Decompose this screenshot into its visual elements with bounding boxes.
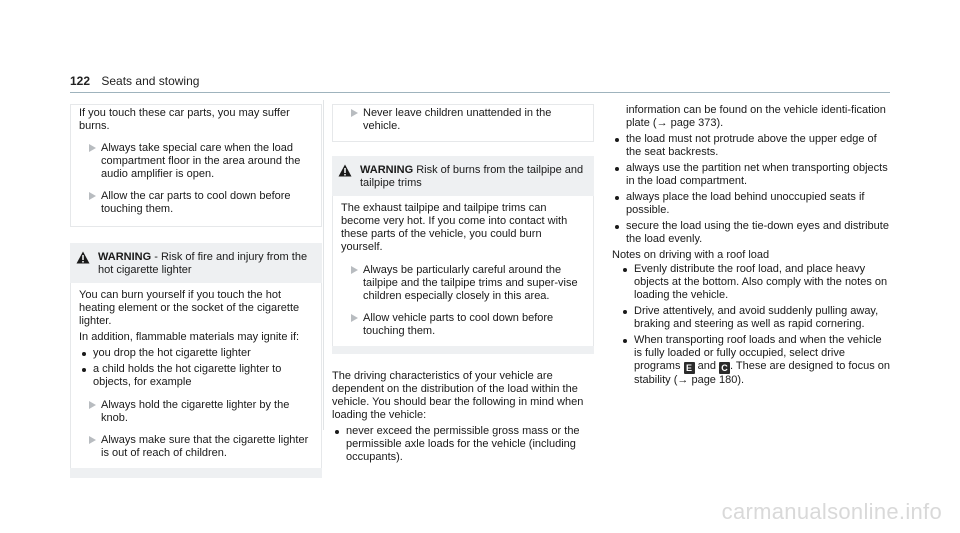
warning-body: In addition, flammable materials may ignite if:	[79, 331, 300, 343]
list-item: Evenly distribute the roof load, and place heavy objects at the bottom. Also comply with the notes on loading the vehicle.	[620, 263, 890, 302]
continued-text: information can be found on the vehicle identi-fication plate (→ page 373).	[626, 104, 886, 129]
list-item: always use the partition net when transporting objects in the load compartment.	[612, 162, 890, 188]
warning-heading	[70, 251, 322, 277]
load-bullets	[612, 133, 890, 246]
column-separator	[323, 100, 324, 430]
warning-content	[332, 196, 594, 346]
arrow-icon	[351, 314, 358, 322]
warning-title: Risk of burns from the tailpipe and tailpipe trims	[360, 164, 584, 189]
watermark: carmanualsonline.info	[721, 499, 942, 524]
step-item: Allow the car parts to cool down before touching them.	[79, 190, 313, 216]
list-item: When transporting roof loads and when the vehicle is fully loaded or fully occupied, select drive programs E and C . These are designed to focus on stability (→ page 180).	[620, 334, 890, 387]
header-rule	[70, 92, 890, 93]
roof-load-bullets	[612, 263, 890, 387]
arrow-icon	[89, 401, 96, 409]
warning-body: You can burn yourself if you touch the hot heating element or the socket of the cigarette lighter.	[79, 289, 300, 327]
intro-text: If you touch these car parts, you may suffer burns.	[79, 107, 290, 132]
roof-load-heading: Notes on driving with a roof load	[612, 249, 770, 261]
body-paragraph: The driving characteristics of your vehicle are dependent on the distribution of the load within the vehicle. You should bear the following in mind when loading the vehicle:	[332, 370, 584, 421]
page-number: 122	[70, 74, 91, 88]
step-item: Always make sure that the cigarette lighter is out of reach of children.	[79, 434, 313, 460]
warning-triangle-icon	[76, 251, 90, 264]
warning-box-cigarette	[70, 243, 322, 478]
list-item: the load must not protrude above the upper edge of the seat backrests.	[612, 133, 890, 159]
warning-heading	[332, 164, 594, 190]
load-bullets	[332, 425, 594, 464]
list-item: never exceed the permissible gross mass or the permissible axle loads for the vehicle (including occupants).	[332, 425, 588, 464]
arrow-icon	[351, 266, 358, 274]
arrow-icon	[89, 192, 96, 200]
warning-label: WARNING	[360, 164, 414, 176]
arrow-icon	[89, 436, 96, 444]
warning-box-tailpipe	[332, 156, 594, 354]
step-item: Allow vehicle parts to cool down before touching them.	[341, 312, 585, 338]
column-2	[332, 104, 594, 464]
warning-label: WARNING	[98, 251, 152, 263]
list-item: always place the load behind unoccupied seats if possible.	[612, 191, 890, 217]
column-1	[70, 104, 322, 478]
step-item: Always hold the cigarette lighter by the knob.	[79, 399, 313, 425]
step-item: Never leave children unattended in the vehicle.	[341, 107, 585, 133]
list-item: a child holds the hot cigarette lighter to objects, for example	[79, 363, 313, 389]
hazard-box-2	[332, 104, 594, 142]
section-title: Seats and stowing	[101, 74, 200, 88]
list-item: Drive attentively, and avoid suddenly pulling away, braking and steering as well as rapid cornering.	[620, 305, 890, 331]
list-item: you drop the hot cigarette lighter	[79, 347, 313, 360]
warning-triangle-icon	[338, 164, 352, 177]
arrow-icon	[89, 144, 96, 152]
page-header	[70, 74, 199, 88]
drive-program-e-key: E	[684, 362, 695, 374]
warning-bullets	[79, 347, 313, 389]
list-item: secure the load using the tie-down eyes and distribute the load evenly.	[612, 220, 890, 246]
warning-body: The exhaust tailpipe and tailpipe trims can become very hot. If you come into contact with these parts of the vehicle, you could burn yourself.	[341, 202, 568, 253]
hazard-box-1	[70, 104, 322, 227]
arrow-icon	[351, 109, 358, 117]
warning-content	[70, 283, 322, 468]
column-3	[612, 104, 890, 387]
drive-program-c-key: C	[719, 362, 730, 374]
step-item: Always take special care when the load compartment floor in the area around the audio amplifier is open.	[79, 142, 313, 181]
step-item: Always be particularly careful around the tailpipe and the tailpipe trims and super-vise children especially closely in this area.	[341, 264, 585, 303]
warning-title: - Risk of fire and injury from the hot cigarette lighter	[98, 251, 308, 276]
